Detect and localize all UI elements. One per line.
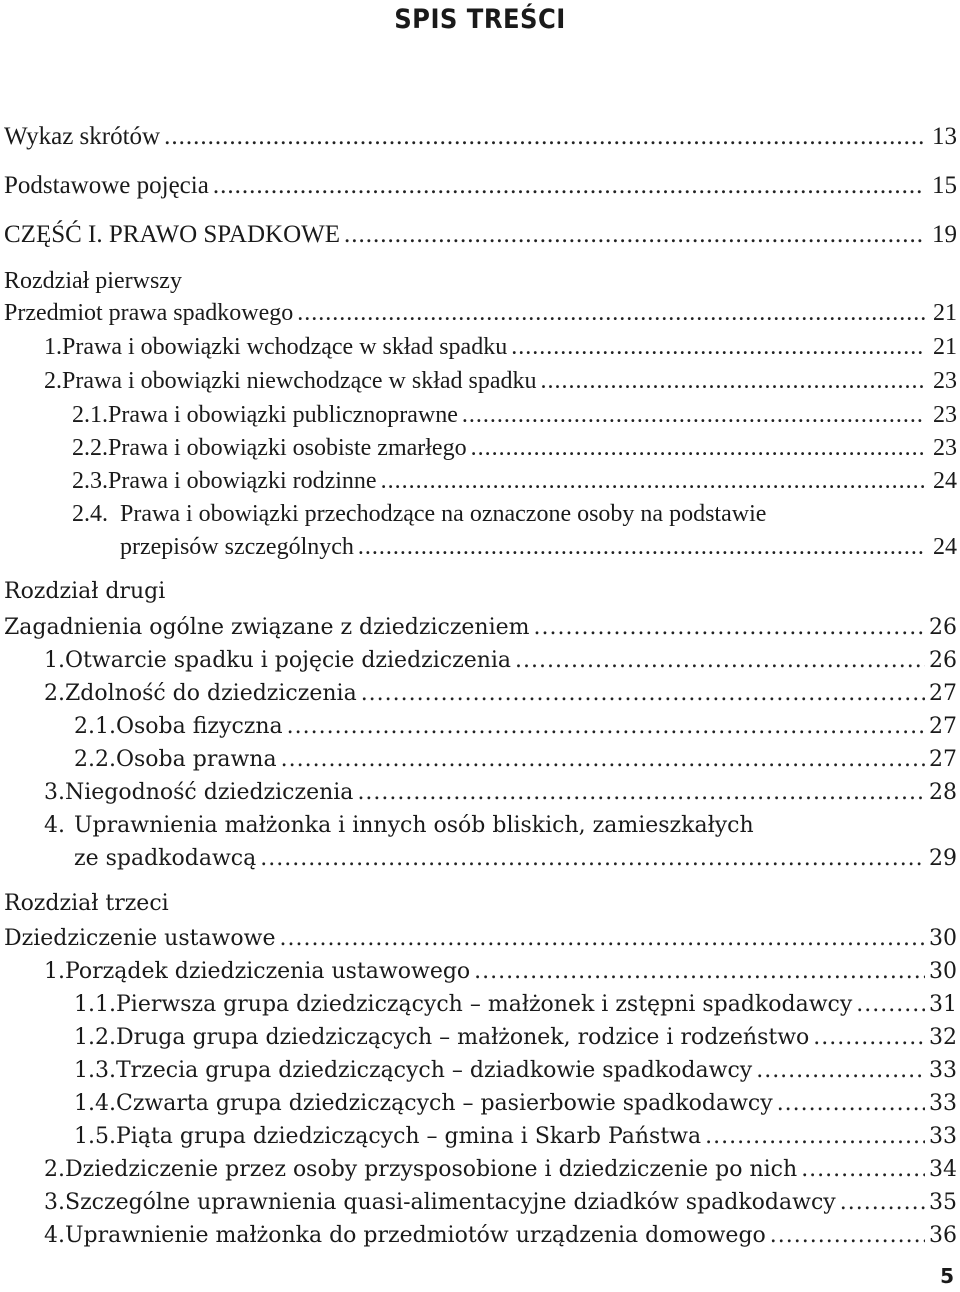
toc-leader [471, 432, 925, 465]
toc-entry-number: 2. [44, 1157, 65, 1182]
toc-leader [381, 465, 925, 498]
toc-entry[interactable] [4, 297, 957, 330]
toc-page-number: 33 [929, 1091, 957, 1116]
toc-leader [770, 1219, 925, 1252]
toc-entry[interactable] [4, 498, 957, 531]
toc-entry[interactable] [4, 331, 957, 364]
toc-entry-text: Szczególne uprawnienia quasi-alimentacyjne dziadków spadkodawcy [65, 1190, 836, 1215]
toc-entry-number: 2.1. [72, 402, 108, 428]
toc-page-number: 24 [933, 468, 957, 494]
toc-page-number: 27 [929, 714, 957, 739]
toc-leader [856, 988, 925, 1021]
toc-entry-text: Prawa i obowiązki wchodzące w skład spadku [62, 334, 508, 360]
toc-entry[interactable] [4, 1120, 957, 1153]
toc-leader [705, 1120, 925, 1153]
toc-entry-number: 2.2. [74, 747, 116, 772]
toc-entry[interactable] [4, 1219, 957, 1252]
toc-page-number: 21 [933, 300, 957, 326]
toc-leader [541, 365, 925, 398]
toc-page-number: 26 [929, 648, 957, 673]
toc-entry-text: Podstawowe pojęcia [4, 172, 209, 199]
toc-page-number: 35 [929, 1190, 957, 1215]
toc-entry[interactable] [4, 120, 957, 153]
toc-entry[interactable] [4, 743, 957, 776]
toc-entry-text: Trzecia grupa dziedziczących – dziadkowie spadkodawcy [115, 1058, 753, 1083]
toc-page-number: 23 [933, 368, 957, 394]
toc-entry-text: Prawa i obowiązki osobiste zmarłego [108, 435, 467, 461]
toc-entry-text: Osoba prawna [115, 747, 277, 772]
toc-entry[interactable] [4, 1153, 957, 1186]
chapter-heading: Rozdział pierwszy [4, 268, 182, 294]
toc-leader [260, 842, 925, 875]
toc-page-number: 15 [932, 172, 957, 199]
toc-page-number: 29 [929, 846, 957, 871]
toc-entry[interactable] [4, 218, 957, 251]
toc-entry-text: Pierwsza grupa dziedziczących – małżonek i zstępni spadkodawcy [115, 992, 853, 1017]
toc-entry[interactable] [4, 1054, 957, 1087]
toc-leader [474, 955, 925, 988]
toc-entry-number: 1.3. [74, 1058, 116, 1083]
toc-entry-text: Porządek dziedziczenia ustawowego [65, 959, 471, 984]
toc-entry[interactable] [4, 611, 957, 644]
toc-entry-text: Wykaz skrótów [4, 123, 161, 150]
toc-entry[interactable] [4, 644, 957, 677]
toc-entry-text: Druga grupa dziedziczących – małżonek, rodzice i rodzeństwo [115, 1025, 810, 1050]
toc-leader [280, 922, 926, 955]
toc-page-number: 33 [929, 1124, 957, 1149]
toc-page-number: 30 [929, 926, 957, 951]
toc-entry-text: Niegodność dziedziczenia [65, 780, 354, 805]
toc-leader [756, 1054, 925, 1087]
toc-entry[interactable] [4, 365, 957, 398]
toc-page-number: 34 [929, 1157, 957, 1182]
toc-leader [213, 169, 925, 202]
toc-leader [511, 331, 925, 364]
toc-entry-number: 1.2. [74, 1025, 116, 1050]
toc-leader [287, 710, 925, 743]
toc-entry-text: Uprawnienie małżonka do przedmiotów urządzenia domowego [65, 1223, 766, 1248]
toc-entry-text: Przedmiot prawa spadkowego [4, 300, 294, 326]
toc-page-number: 32 [929, 1025, 957, 1050]
toc-entry-text: Dziedziczenie przez osoby przysposobione i dziedziczenie po nich [65, 1157, 798, 1182]
toc-entry-text: Prawa i obowiązki publicznoprawne [108, 402, 458, 428]
toc-leader [297, 297, 925, 330]
toc-entry-text: Prawa i obowiązki rodzinne [108, 468, 377, 494]
toc-entry-number: 2.1. [74, 714, 116, 739]
toc-entry-number: 3. [44, 780, 65, 805]
toc-leader [281, 743, 925, 776]
page-number: 5 [940, 1264, 954, 1288]
toc-page-number: 23 [933, 402, 957, 428]
toc-entry[interactable] [4, 1186, 957, 1219]
toc-entry-text: Prawa i obowiązki niewchodzące w skład spadku [62, 368, 537, 394]
toc-entry-continuation[interactable] [4, 531, 957, 564]
page-title: SPIS TREŚCI [394, 4, 566, 35]
toc-entry-text: Osoba fizyczna [115, 714, 283, 739]
toc-entry-text: Zdolność do dziedziczenia [65, 681, 357, 706]
toc-entry-number: 2.4. [72, 501, 108, 527]
toc-entry[interactable] [4, 776, 957, 809]
toc-page-number: 27 [929, 681, 957, 706]
toc-page-number: 19 [932, 221, 957, 248]
toc-entry[interactable] [4, 988, 957, 1021]
toc-entry-text: Prawa i obowiązki przechodzące na oznaczone osoby na podstawie [120, 501, 767, 527]
toc-entry-text: Czwarta grupa dziedziczących – pasierbowie spadkodawcy [115, 1091, 773, 1116]
toc-entry-continuation[interactable] [4, 842, 957, 875]
toc-page-number: 30 [929, 959, 957, 984]
toc-page-number: 33 [929, 1058, 957, 1083]
toc-entry-number: 4. [44, 1223, 65, 1248]
toc-leader [344, 218, 925, 251]
toc-page-number: 27 [929, 747, 957, 772]
toc-entry[interactable] [4, 922, 957, 955]
toc-entry[interactable] [4, 432, 957, 465]
toc-leader [813, 1021, 925, 1054]
toc-leader [357, 776, 925, 809]
toc-page-number: 24 [933, 534, 957, 560]
toc-page-number: 31 [929, 992, 957, 1017]
toc-entry[interactable] [4, 465, 957, 498]
toc-entry[interactable] [4, 955, 957, 988]
toc-entry-text: przepisów szczególnych [120, 534, 354, 560]
toc-entry-number: 1. [44, 959, 65, 984]
toc-entry-number: 2.3. [72, 468, 108, 494]
toc-leader [358, 531, 925, 564]
toc-entry-text: Uprawnienia małżonka i innych osób bliskich, zamieszkałych [74, 813, 754, 838]
toc-page-number: 28 [929, 780, 957, 805]
toc-leader [777, 1087, 925, 1120]
toc-entry-number: 4. [44, 813, 65, 838]
toc-entry[interactable] [4, 677, 957, 710]
toc-entry-number: 2.2. [72, 435, 108, 461]
toc-leader [515, 644, 925, 677]
toc-entry-number: 1. [44, 648, 65, 673]
toc-entry[interactable] [4, 169, 957, 202]
toc-entry-text: ze spadkodawcą [74, 846, 257, 871]
toc-leader [462, 399, 925, 432]
toc-entry-number: 2. [44, 368, 62, 394]
toc-page-number: 13 [932, 123, 957, 150]
toc-entry[interactable] [4, 710, 957, 743]
toc-entry-text: Piąta grupa dziedziczących – gmina i Skarb Państwa [115, 1124, 702, 1149]
toc-entry[interactable] [4, 809, 957, 842]
toc-entry[interactable] [4, 1087, 957, 1120]
toc-entry-text: CZĘŚĆ I. PRAWO SPADKOWE [4, 221, 340, 248]
toc-page-number: 23 [933, 435, 957, 461]
toc-leader [840, 1186, 925, 1219]
toc-entry-text: Zagadnienia ogólne związane z dziedziczeniem [4, 615, 530, 640]
toc-entry-number: 1.4. [74, 1091, 116, 1116]
toc-leader [164, 120, 925, 153]
toc-entry-text: Dziedziczenie ustawowe [4, 926, 276, 951]
toc-entry-text: Otwarcie spadku i pojęcie dziedziczenia [65, 648, 512, 673]
toc-page-number: 26 [929, 615, 957, 640]
toc-entry-number: 1.1. [74, 992, 116, 1017]
toc-leader [361, 677, 925, 710]
toc-entry[interactable] [4, 399, 957, 432]
toc-entry-number: 1. [44, 334, 62, 360]
chapter-heading: Rozdział trzeci [4, 891, 169, 916]
toc-entry-number: 2. [44, 681, 65, 706]
toc-page-number: 36 [929, 1223, 957, 1248]
chapter-heading: Rozdział drugi [4, 579, 166, 604]
toc-leader [534, 611, 925, 644]
toc-entry-number: 3. [44, 1190, 65, 1215]
toc-leader [801, 1153, 925, 1186]
toc-page-number: 21 [933, 334, 957, 360]
toc-entry-number: 1.5. [74, 1124, 116, 1149]
toc-entry[interactable] [4, 1021, 957, 1054]
